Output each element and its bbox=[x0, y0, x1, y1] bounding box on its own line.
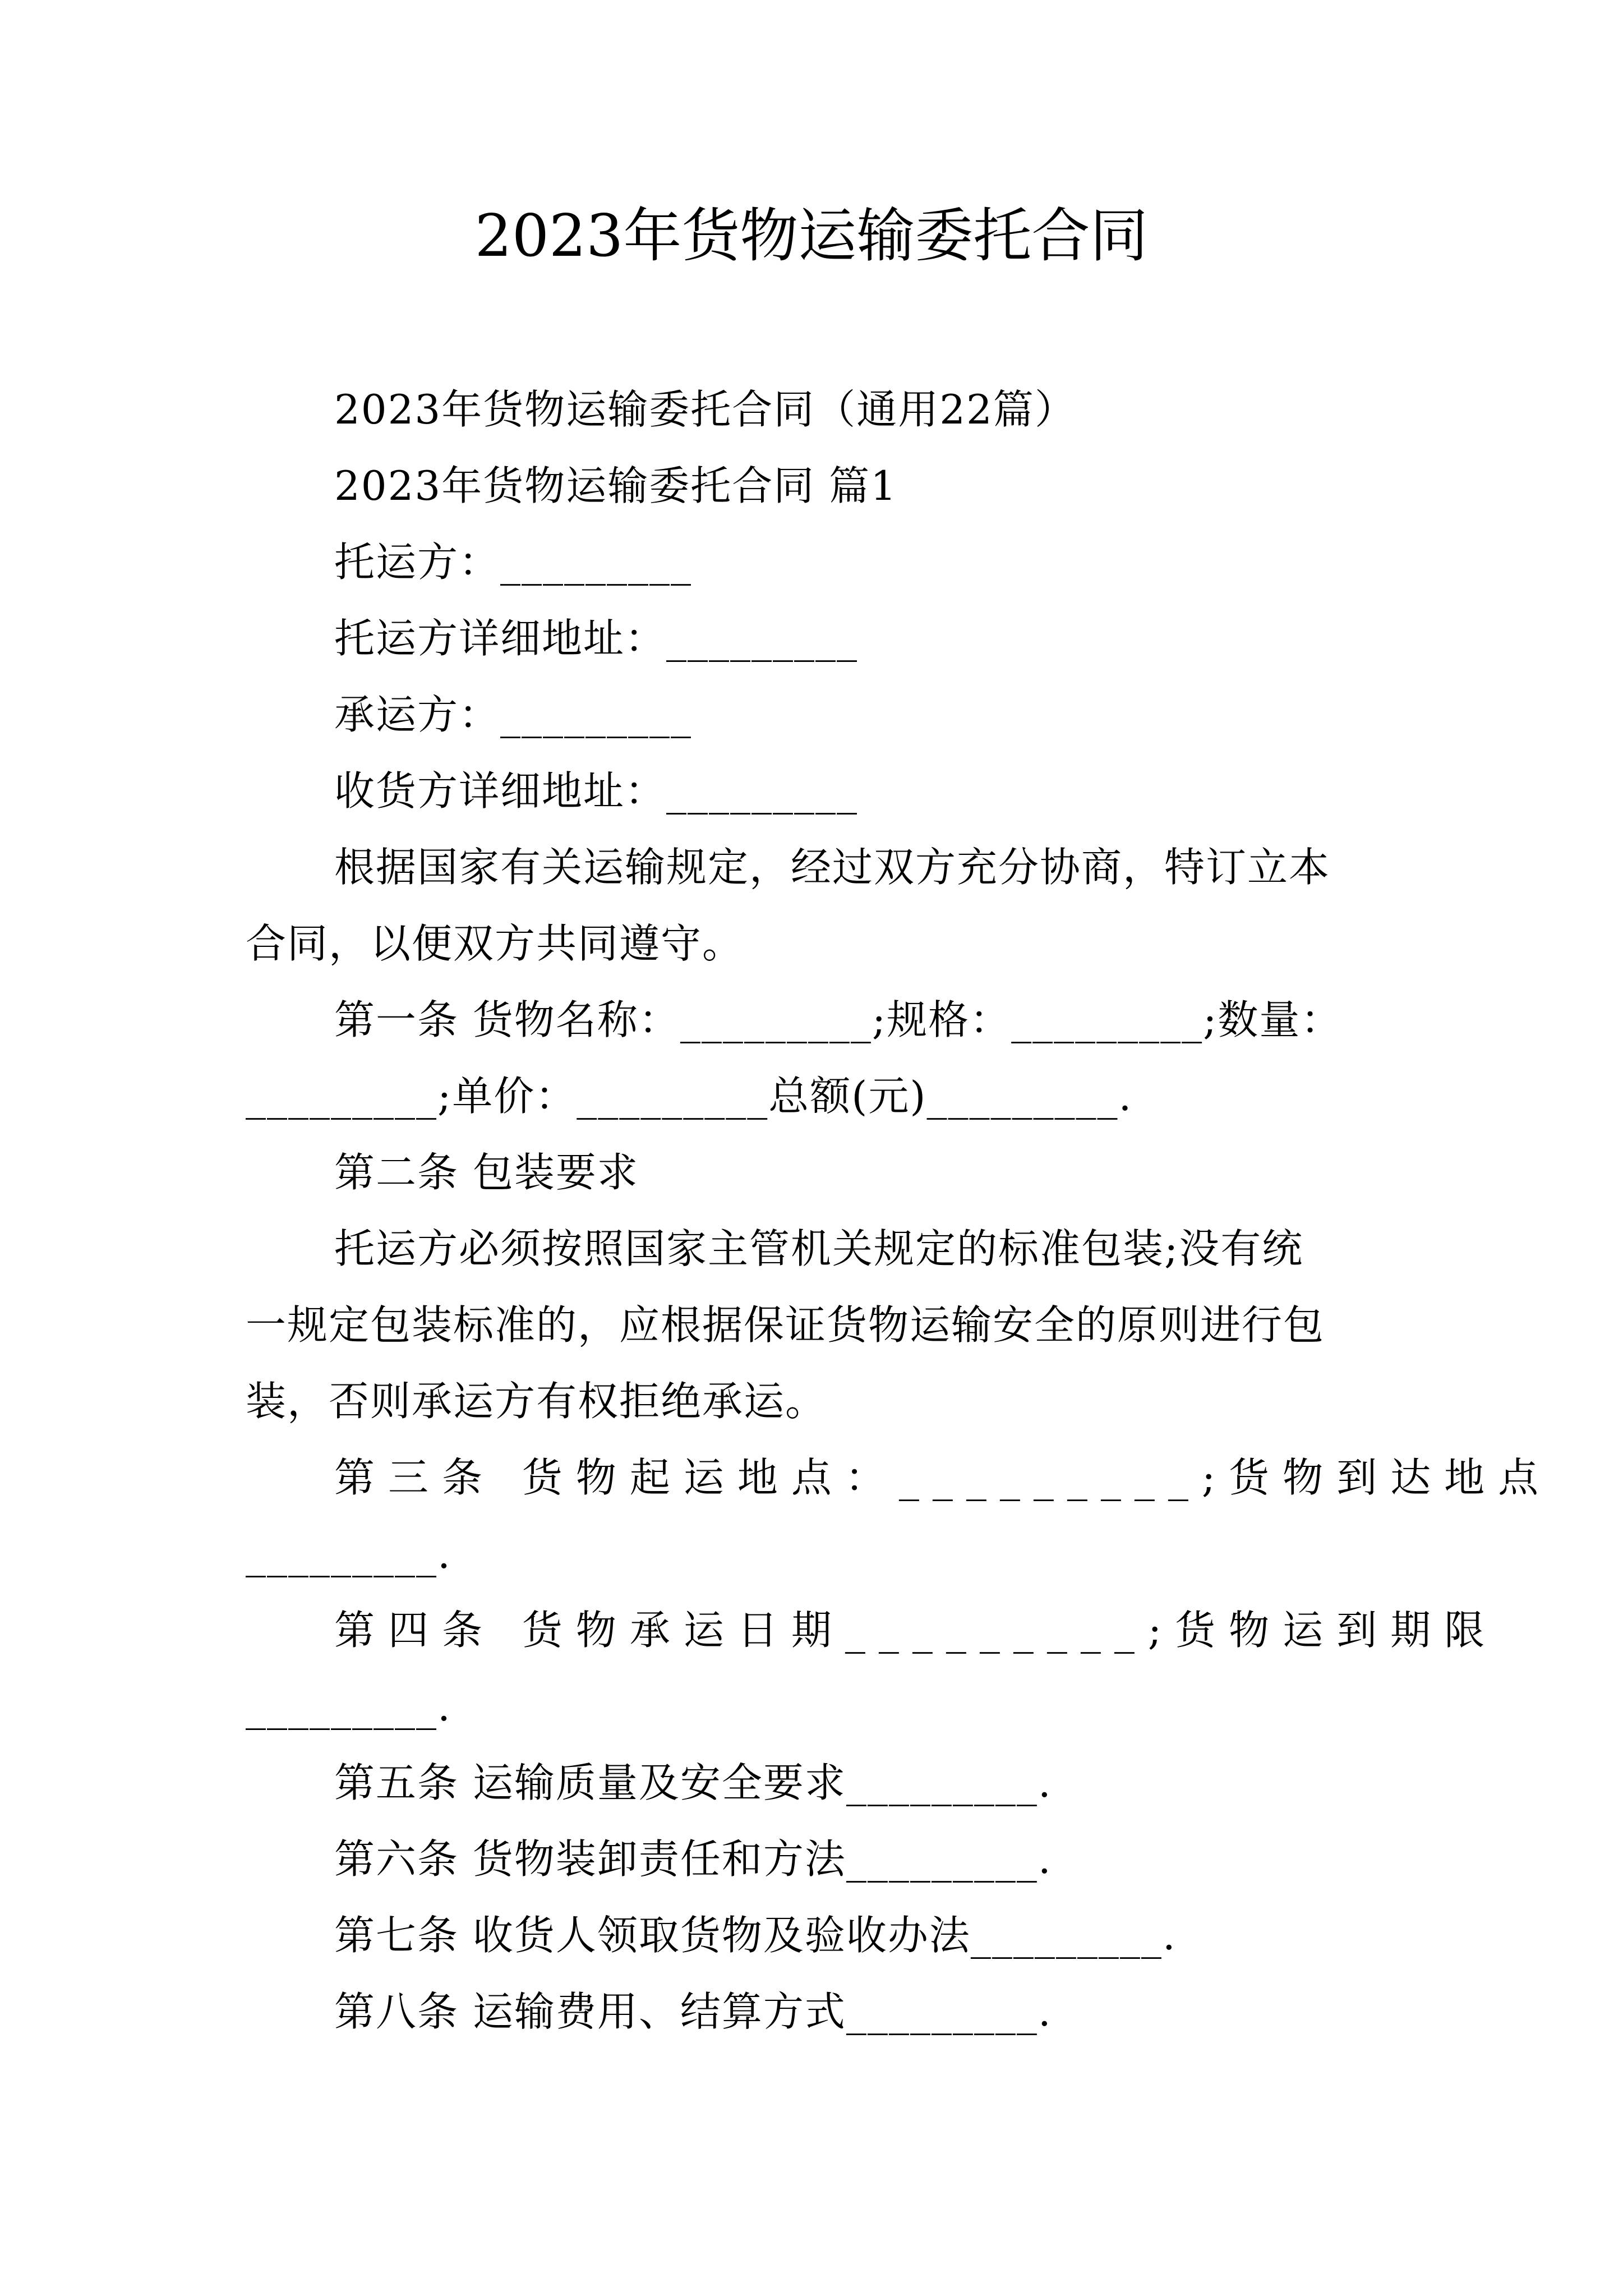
section-heading: 2023年货物运输委托合同 篇1 bbox=[334, 462, 897, 509]
shipper-address-field: 托运方详细地址：_________ bbox=[334, 615, 859, 662]
article-2-body-line-3: 装，否则承运方有权拒绝承运。 bbox=[246, 1378, 827, 1425]
document-title: 2023年货物运输委托合同 bbox=[474, 201, 1149, 270]
article-4-line-2: _________. bbox=[246, 1683, 451, 1730]
subtitle-line: 2023年货物运输委托合同（通用22篇） bbox=[334, 386, 1076, 433]
consignee-address-field: 收货方详细地址：_________ bbox=[334, 767, 859, 815]
article-6: 第六条 货物装卸责任和方法_________. bbox=[334, 1835, 1052, 1883]
article-1-line-2: _________;单价：_________总额(元)_________. bbox=[246, 1073, 1133, 1120]
article-1-line-1: 第一条 货物名称：_________;规格：_________;数量： bbox=[334, 996, 1343, 1043]
article-3-line-1: 第三条 货物起运地点：_________;货物到达地点 bbox=[334, 1454, 1552, 1501]
article-7: 第七条 收货人领取货物及验收办法_________. bbox=[334, 1912, 1177, 1959]
article-8: 第八条 运输费用、结算方式_________. bbox=[334, 1988, 1052, 2035]
article-4-line-1: 第四条 货物承运日期_________;货物运到期限 bbox=[334, 1607, 1498, 1654]
preamble-line-1: 根据国家有关运输规定，经过双方充分协商，特订立本 bbox=[334, 844, 1331, 891]
article-2-body-line-1: 托运方必须按照国家主管机关规定的标准包装;没有统 bbox=[334, 1225, 1304, 1272]
preamble-line-2: 合同，以便双方共同遵守。 bbox=[246, 920, 744, 967]
article-5: 第五条 运输质量及安全要求_________. bbox=[334, 1759, 1052, 1806]
article-2-body-line-2: 一规定包装标准的，应根据保证货物运输安全的原则进行包 bbox=[246, 1301, 1325, 1349]
article-3-line-2: _________. bbox=[246, 1530, 451, 1577]
article-2-heading: 第二条 包装要求 bbox=[334, 1149, 639, 1196]
carrier-field: 承运方：_________ bbox=[334, 691, 693, 738]
shipper-field: 托运方：_________ bbox=[334, 539, 693, 586]
